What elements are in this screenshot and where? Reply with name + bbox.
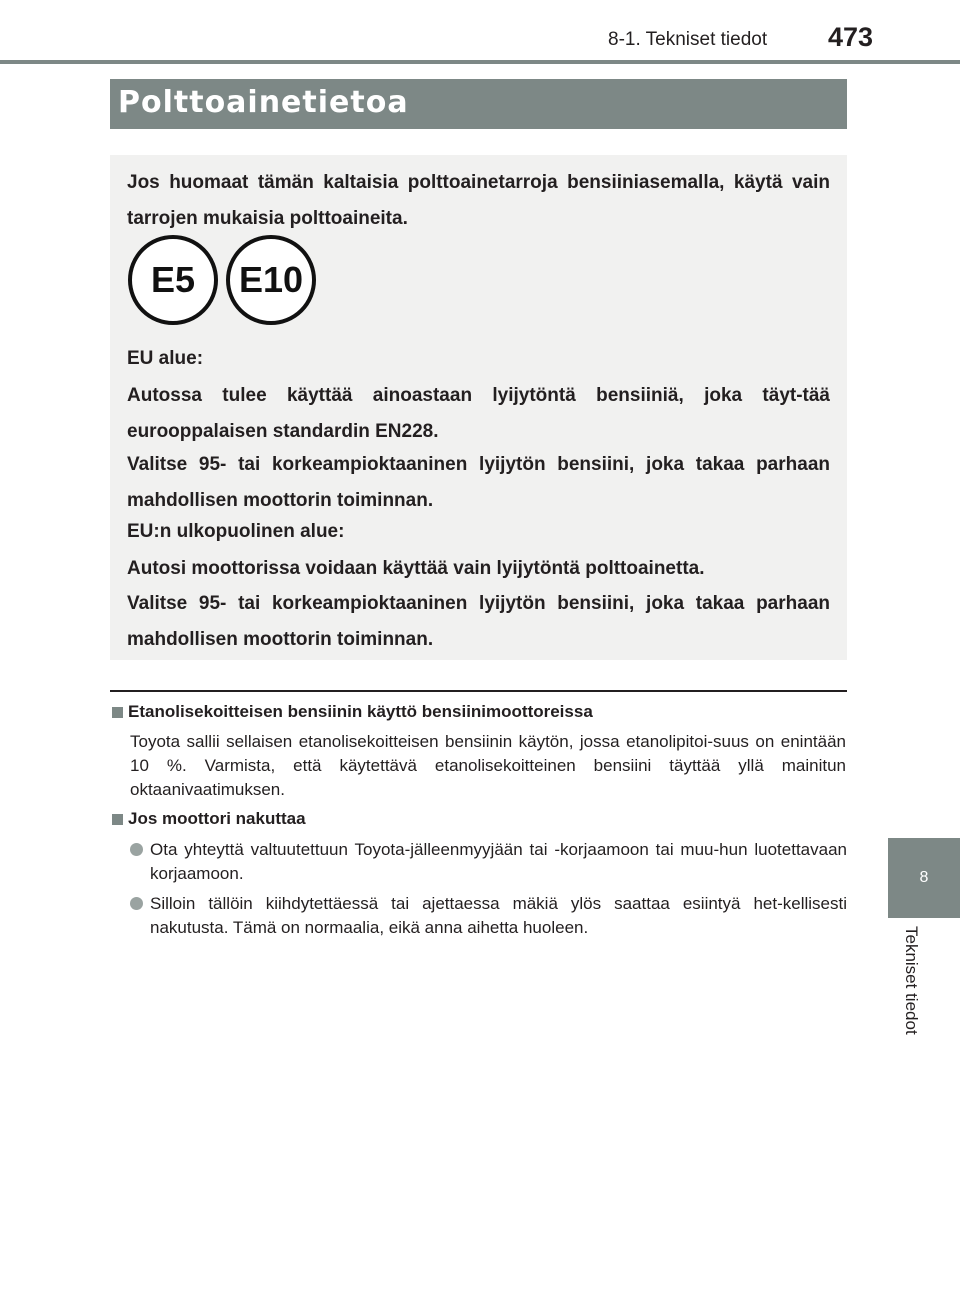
non-eu-heading: EU:n ulkopuolinen alue: bbox=[127, 521, 345, 542]
knocking-heading: Jos moottori nakuttaa bbox=[128, 809, 306, 828]
header-rule bbox=[0, 60, 960, 64]
fuel-label-e5-icon: E5 bbox=[128, 235, 218, 325]
ethanol-text: Toyota sallii sellaisen etanolisekoitteisen bensiinin käytön, jossa etanolipitoi-suus on enintään 10 %. Varmista, että käytettävä etanolisekoitteinen bensiini täyttää yllä mainitun oktaanivaatimuksen. bbox=[130, 732, 846, 799]
round-bullet-icon bbox=[130, 897, 143, 910]
eu-choose-text: Valitse 95- tai korkeampioktaaninen lyijytön bensiini, joka takaa parhaan mahdollisen moottorin toiminnan. bbox=[127, 454, 830, 511]
round-bullet-icon bbox=[130, 843, 143, 856]
non-eu-text: Autosi moottorissa voidaan käyttää vain lyijytöntä polttoainetta. bbox=[127, 558, 705, 579]
page-title: Polttoainetietoa bbox=[118, 85, 409, 120]
chapter-number: 8 bbox=[919, 869, 929, 886]
page-number: 473 bbox=[828, 22, 874, 52]
section-divider bbox=[110, 690, 847, 692]
eu-text: Autossa tulee käyttää ainoastaan lyijytöntä bensiiniä, joka täyt-tää eurooppalaisen standardin EN228. bbox=[127, 385, 830, 442]
non-eu-choose-text: Valitse 95- tai korkeampioktaaninen lyijytön bensiini, joka takaa parhaan mahdollisen moottorin toiminnan. bbox=[127, 593, 830, 650]
knocking-bullet: Silloin tällöin kiihdytettäessä tai ajettaessa mäkiä ylös saattaa esiintyä het-kellisesti nakutusta. Tämä on normaalia, eikä anna aihetta huoleen. bbox=[150, 894, 847, 937]
square-bullet-icon bbox=[112, 814, 123, 825]
eu-heading: EU alue: bbox=[127, 348, 204, 369]
fuel-label-e10-icon: E10 bbox=[226, 235, 316, 325]
chapter-label-wrap bbox=[897, 926, 921, 1066]
fuel-intro-text: Jos huomaat tämän kaltaisia polttoainetarroja bensiiniasemalla, käytä vain tarrojen mukaisia polttoaineita. bbox=[127, 172, 830, 229]
section-title: 8-1. Tekniset tiedot bbox=[608, 29, 768, 50]
chapter-label: Tekniset tiedot bbox=[902, 926, 921, 1035]
chapter-tab bbox=[888, 838, 960, 918]
fuel-info-box bbox=[110, 155, 847, 660]
knocking-bullet: Ota yhteyttä valtuutettuun Toyota-jälleenmyyjään tai -korjaamoon tai muu-hun luotettavaan korjaamoon. bbox=[150, 840, 847, 883]
ethanol-heading: Etanolisekoitteisen bensiinin käyttö bensiinimoottoreissa bbox=[128, 702, 593, 721]
page-title-bar bbox=[110, 79, 847, 129]
square-bullet-icon bbox=[112, 707, 123, 718]
